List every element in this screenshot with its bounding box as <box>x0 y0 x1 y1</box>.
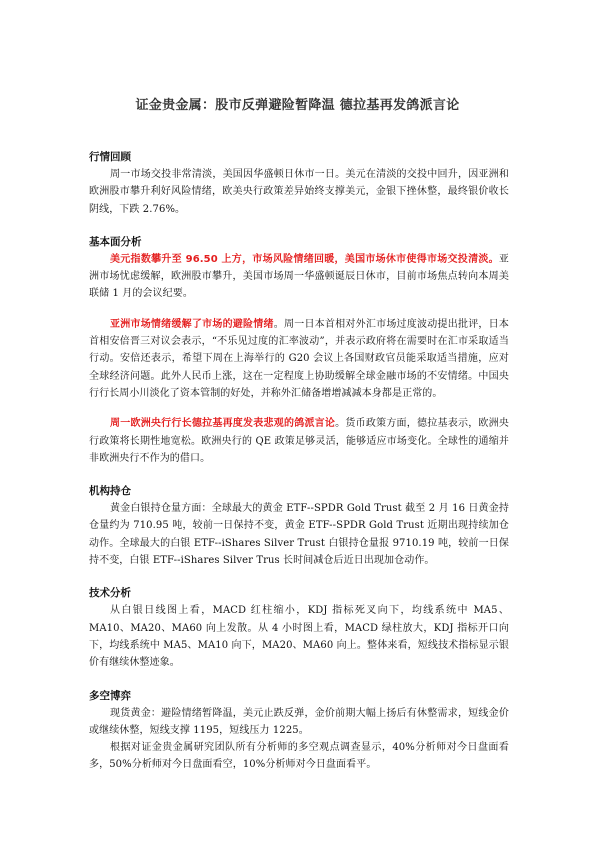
highlight-text: 美元指数攀升至 96.50 上方，市场风险情绪回暖，美国市场休市使得市场交投清淡。 <box>110 253 499 265</box>
long-short-paragraph-1: 现货黄金：避险情绪暂降温，美元止跌反弹，金价前期大幅上扬后有休整需求，短线金价或继续休整，短线支撑 1195，短线压力 1225。 <box>89 707 509 736</box>
fundamentals-paragraph-2 <box>89 316 509 402</box>
body-text: 亚洲市场忧虑缓解，欧洲股市攀升，美国市场周一华盛顿诞辰日休市，目前市场焦点转向本周美联储 1 月的会议纪要。 <box>89 253 509 300</box>
institutions-paragraph: 黄金白银持仓量方面：全球最大的黄金 ETF--SPDR Gold Trust 截至 2 月 16 日黄金持仓量约为 710.95 吨，较前一日保持不变，黄金 ETF--SPDR Gold Trust 近期出现持续加仓动作。全球最大的白银 ETF--iShares Silver Trust 白银持仓量报 9710.19 吨，较前一日保持不变，白银 ETF--iShares Silver Trus 长时间减仓后近日出现加仓动作。 <box>89 503 509 567</box>
document-title: 证金贵金属：股市反弹避险暂降温 德拉基再发鸽派言论 <box>135 98 460 113</box>
section-heading-institutions: 机构持仓 <box>89 485 131 498</box>
section-long-short <box>89 689 509 774</box>
technical-paragraph: 从白银日线图上看，MACD 红柱缩小，KDJ 指标死叉向下，均线系统中 MA5、MA10、MA20、MA60 向上发散。从 4 小时图上看，MACD 绿柱放大，KDJ 指标开口向下，均线系统中 MA5、MA10 向下，MA20、MA60 向上。整体来看，短线技术指标显示银价有继续休整迹象。 <box>89 605 509 669</box>
section-market-review <box>89 150 509 218</box>
section-heading-market-review: 行情回顾 <box>89 151 131 163</box>
fundamentals-paragraph-3 <box>89 415 509 467</box>
section-heading-long-short: 多空博弈 <box>89 689 131 702</box>
document-body <box>89 150 509 791</box>
highlight-text: 周一欧洲央行行长德拉基再度发表悲观的鸽派言论 <box>110 418 336 430</box>
section-technical <box>89 586 509 671</box>
fundamentals-paragraph-1 <box>89 251 509 303</box>
section-heading-technical: 技术分析 <box>89 587 131 600</box>
body-text: 。周一日本首相对外汇市场过度波动提出批评，日本首相安倍晋三对议会表示，“不乐见过度的汇率波动”，并表示政府将在需要时在汇市采取适当行动。安倍还表示，希望下周在上海举行的 G20 会议上各国财政官员能采取适当措施，应对全球经济问题。此外人民币上涨，这在一定程度上协助缓解全球金融市场的不安情绪。中国央行行长周小川淡化了资本管制的好处，并称外汇储备增增减减本身都是正常的。 <box>89 318 509 399</box>
section-institutions <box>89 484 509 569</box>
market-review-paragraph: 周一市场交投非常清淡，美国因华盛顿日休市一日。美元在清淡的交投中回升，因亚洲和欧洲股市攀升利好风险情绪，欧美央行政策差异始终支撑美元，金银下挫休整，最终银价收长阴线，下跌 2.76%。 <box>89 169 509 215</box>
section-fundamentals <box>89 235 509 467</box>
highlight-text: 亚洲市场情绪缓解了市场的避险情绪 <box>110 318 274 330</box>
section-heading-fundamentals: 基本面分析 <box>89 235 142 248</box>
body-text: 。货币政策方面，德拉基表示，欧洲央行政策将长期性地宽松。欧洲央行的 QE 政策足够灵活，能够适应市场变化。全球性的通缩并非欧洲央行不作为的借口。 <box>89 418 510 464</box>
long-short-paragraph-2: 根据对证金贵金属研究团队所有分析师的多空观点调查显示，40%分析师对今日盘面看多，50%分析师对今日盘面看空，10%分析师对今日盘面看平。 <box>89 742 509 771</box>
